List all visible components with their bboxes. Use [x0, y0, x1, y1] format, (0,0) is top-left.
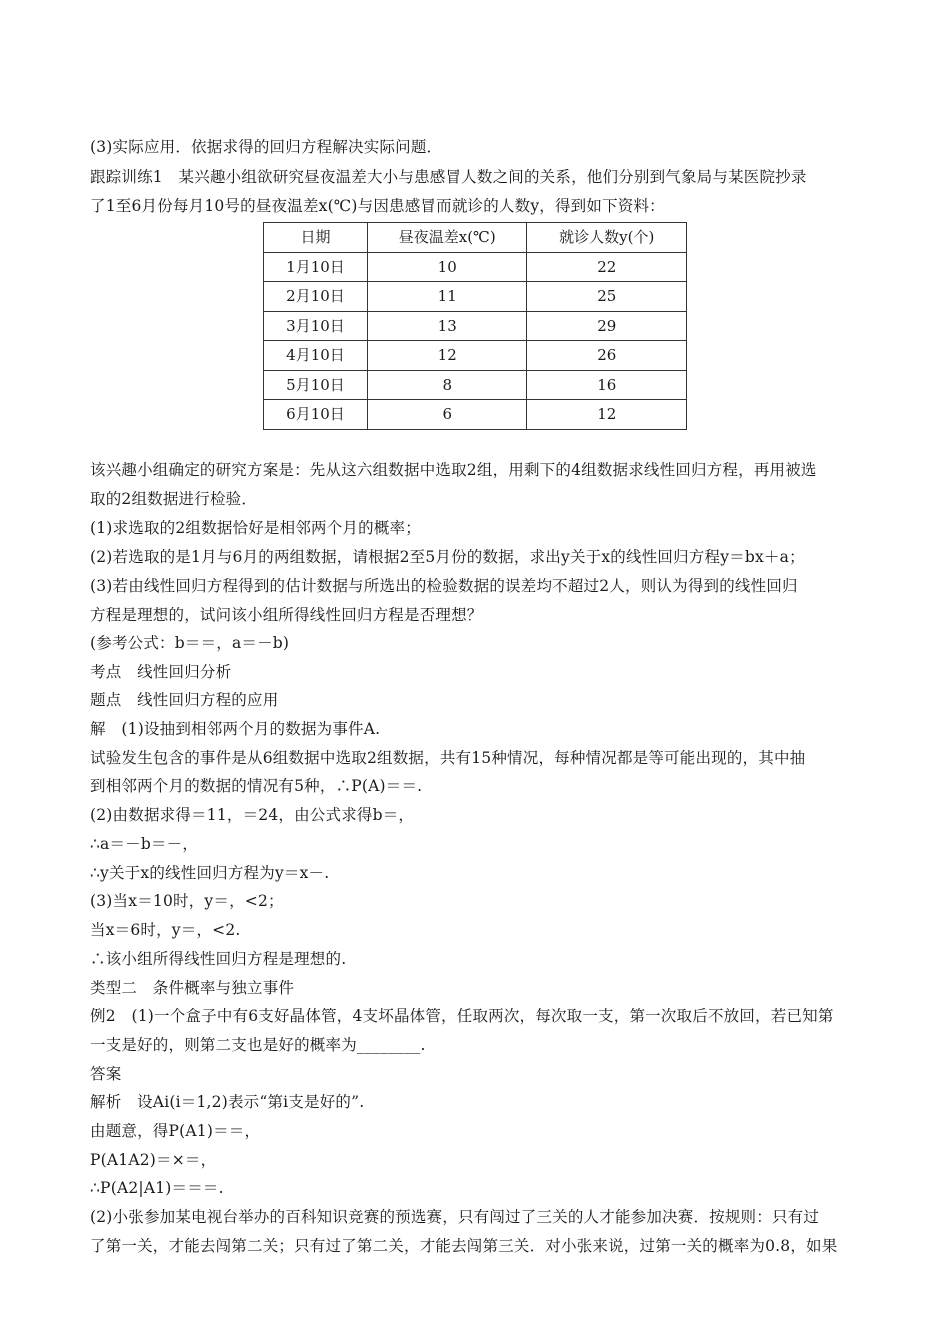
table-cell: 13 [367, 311, 527, 341]
table-cell: 3月10日 [264, 311, 368, 341]
text-line: ∴a＝－b＝－， [90, 835, 199, 853]
data-table [263, 222, 687, 430]
text-line: 了第一关，才能去闯第二关；只有过了第二关，才能去闯第三关．对小张来说，过第一关的概率为0.8，如果 [90, 1237, 838, 1255]
table-row [264, 252, 687, 282]
text-line: (3)实际应用．依据求得的回归方程解决实际问题． [90, 138, 443, 156]
table-cell: 11 [367, 282, 527, 312]
text-line: 跟踪训练1 某兴趣小组欲研究昼夜温差大小与患感冒人数之间的关系，他们分别到气象局与某医院抄录 [90, 168, 807, 186]
text-line: (2)若选取的是1月与6月的两组数据，请根据2至5月份的数据，求出y关于x的线性回归方程y＝bx＋a； [90, 548, 805, 566]
text-line: (参考公式：b＝＝，a＝－b) [90, 634, 290, 652]
text-line: 由题意，得P(A1)＝＝， [90, 1122, 261, 1140]
section-heading: 类型二 条件概率与独立事件 [90, 979, 295, 997]
text-line: 例2 (1)一个盒子中有6支好晶体管，4支坏晶体管，任取两次，每次取一支，第一次取后不放回，若已知第 [90, 1007, 834, 1025]
table-row [264, 311, 687, 341]
table-row [264, 282, 687, 312]
table-cell: 22 [527, 252, 687, 282]
text-line: (3)若由线性回归方程得到的估计数据与所选出的检验数据的误差均不超过2人，则认为得到的线性回归 [90, 577, 798, 595]
table-cell: 26 [527, 341, 687, 371]
text-line: 方程是理想的，试问该小组所得线性回归方程是否理想？ [90, 606, 483, 624]
text-line: 考点 线性回归分析 [90, 663, 232, 681]
text-line: 该兴趣小组确定的研究方案是：先从这六组数据中选取2组，用剩下的4组数据求线性回归方程，再用被选 [90, 461, 817, 479]
table-header-cell: 日期 [264, 223, 368, 253]
table-row [264, 341, 687, 371]
text-line: ∴P(A2|A1)＝＝＝. [90, 1179, 224, 1197]
table-cell: 16 [527, 370, 687, 400]
text-line: (2)小张参加某电视台举办的百科知识竞赛的预选赛，只有闯过了三关的人才能参加决赛．按规则：只有过 [90, 1208, 820, 1226]
text-line: 了1至6月份每月10号的昼夜温差x(℃)与因患感冒而就诊的人数y，得到如下资料： [90, 197, 665, 215]
text-line: (3)当x＝10时，y＝，<2； [90, 892, 284, 910]
text-line: 一支是好的，则第二支也是好的概率为________. [90, 1036, 426, 1054]
table-cell: 5月10日 [264, 370, 368, 400]
text-line: 题点 线性回归方程的应用 [90, 691, 279, 709]
text-line: (1)求选取的2组数据恰好是相邻两个月的概率； [90, 519, 421, 537]
table-cell: 12 [367, 341, 527, 371]
table-header-cell: 昼夜温差x(℃) [367, 223, 527, 253]
table-header-cell: 就诊人数y(个) [527, 223, 687, 253]
text-line: 答案 [90, 1065, 122, 1083]
text-line: 到相邻两个月的数据的情况有5种，∴P(A)＝＝. [90, 777, 423, 795]
table-cell: 6 [367, 400, 527, 430]
table-cell: 6月10日 [264, 400, 368, 430]
text-line: 解 (1)设抽到相邻两个月的数据为事件A. [90, 720, 381, 738]
text-line: 解析 设Ai(i＝1,2)表示“第i支是好的”. [90, 1093, 365, 1111]
text-line: ∴该小组所得线性回归方程是理想的. [90, 950, 347, 968]
text-line: ∴y关于x的线性回归方程为y＝x－. [90, 864, 330, 882]
table-cell: 12 [527, 400, 687, 430]
table-cell: 1月10日 [264, 252, 368, 282]
table-header-row [264, 223, 687, 253]
table-cell: 29 [527, 311, 687, 341]
table-cell: 10 [367, 252, 527, 282]
text-line: 取的2组数据进行检验． [90, 490, 258, 508]
text-line: P(A1A2)＝×＝， [90, 1151, 217, 1169]
table-cell: 25 [527, 282, 687, 312]
table-row [264, 400, 687, 430]
table-cell: 4月10日 [264, 341, 368, 371]
text-line: 当x＝6时，y＝，<2. [90, 921, 241, 939]
table-cell: 8 [367, 370, 527, 400]
text-line: (2)由数据求得＝11，＝24，由公式求得b＝， [90, 806, 415, 824]
text-line: 试验发生包含的事件是从6组数据中选取2组数据，共有15种情况，每种情况都是等可能出现的，其中抽 [90, 749, 806, 767]
table-row [264, 370, 687, 400]
table-cell: 2月10日 [264, 282, 368, 312]
